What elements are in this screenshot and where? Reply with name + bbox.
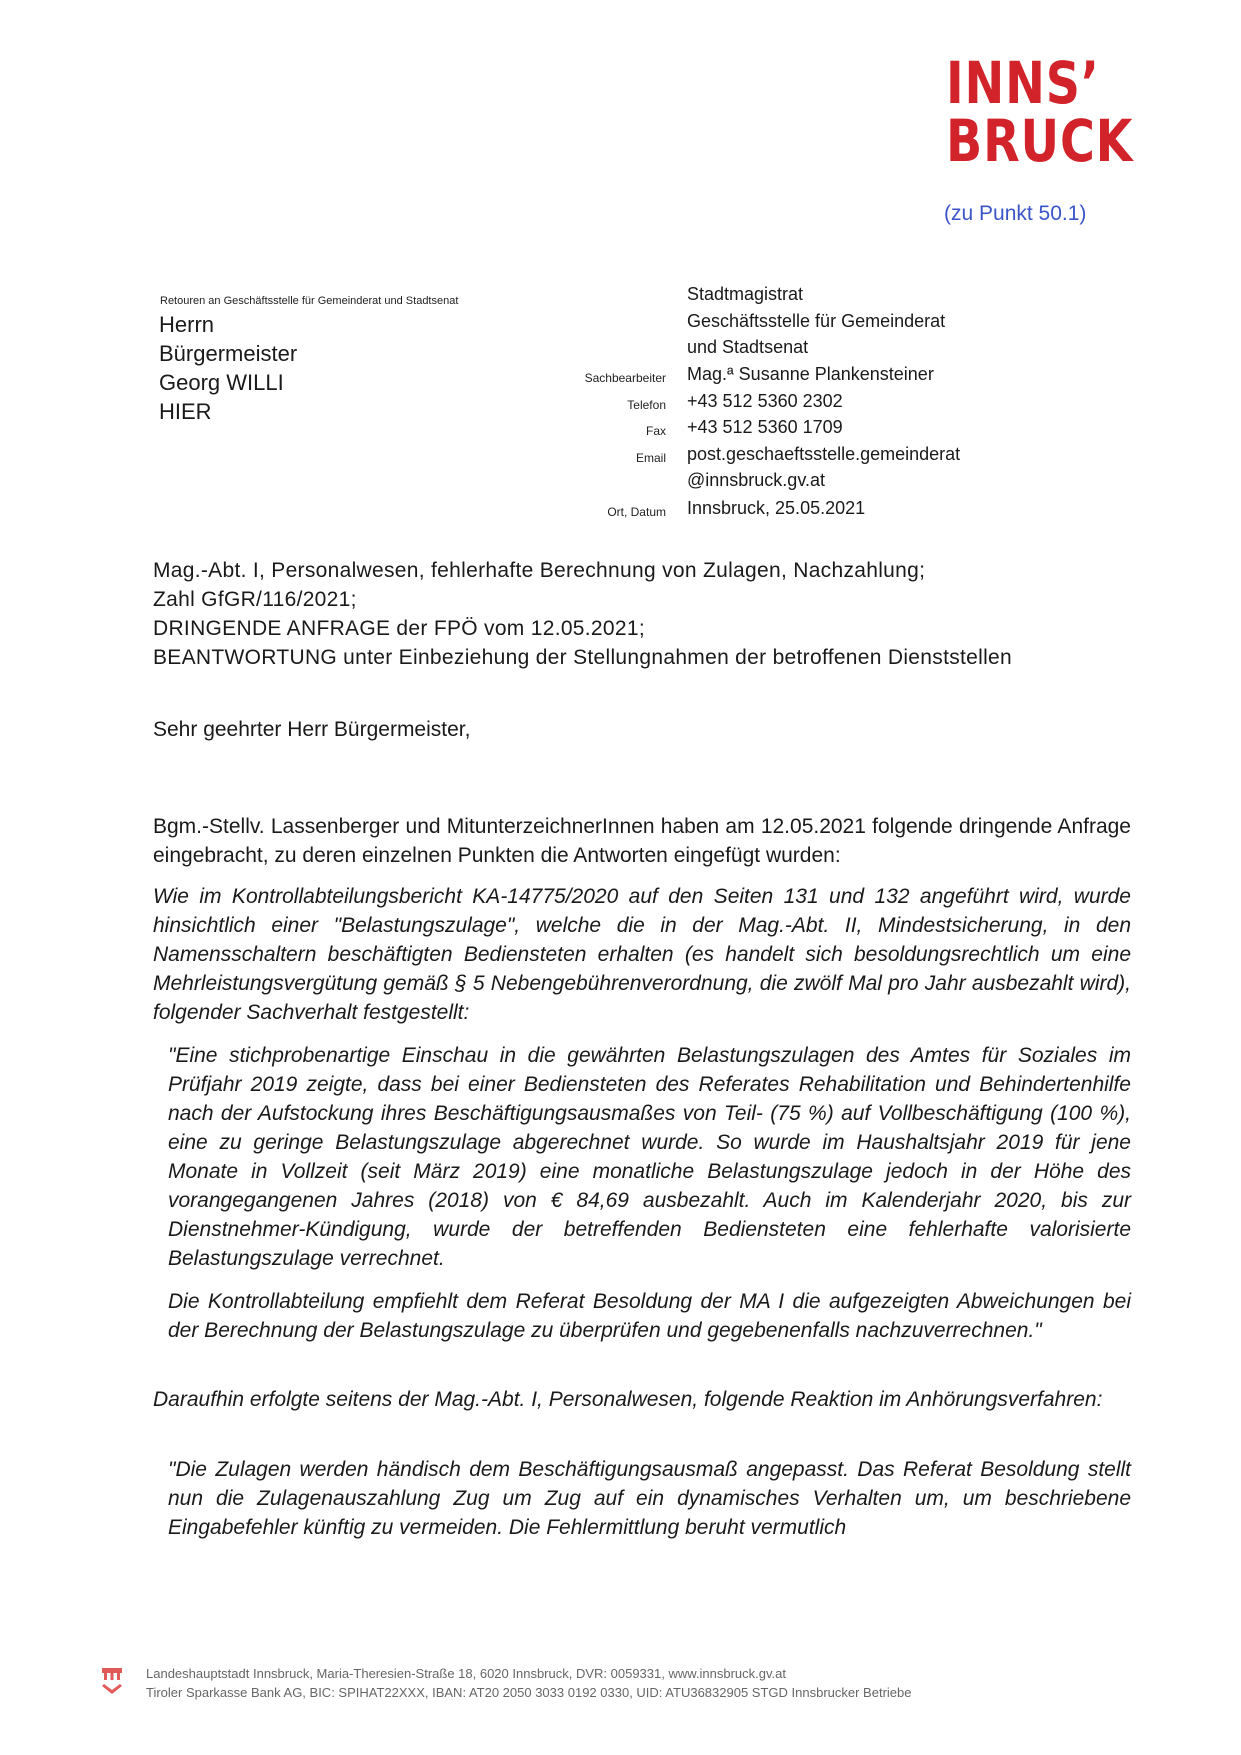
quote-paragraph-2: Die Kontrollabteilung empfiehlt dem Referat Besoldung der MA I die aufgezeigten Abweichungen bei der Berechnung der Belastungszulage zu überprüfen und gegebenenfalls nachzuverrechnen." [168, 1290, 1131, 1342]
reaction-paragraph: Daraufhin erfolgte seitens der Mag.-Abt. I, Personalwesen, folgende Reaktion im Anhörungsverfahren: [153, 1388, 1103, 1411]
fax-label: Fax [645, 424, 666, 438]
footer-line-2: Tiroler Sparkasse Bank AG, BIC: SPIHAT22XXX, IBAN: AT20 2050 3033 0192 0330, UID: ATU36832905 STGD Innsbrucker Betriebe [146, 1685, 912, 1700]
recipient-line: Bürgermeister [159, 341, 298, 366]
subject-line: Zahl GfGR/116/2021; [153, 588, 357, 611]
ort-datum-value: Innsbruck, 25.05.2021 [687, 498, 866, 518]
salutation: Sehr geehrter Herr Bürgermeister, [153, 718, 471, 741]
subject-line: BEANTWORTUNG unter Einbeziehung der Stellungnahmen der betroffenen Dienststellen [153, 646, 1013, 669]
footer-line-1: Landeshauptstadt Innsbruck, Maria-Theresien-Straße 18, 6020 Innsbruck, DVR: 0059331, www.innsbruck.gv.at [146, 1666, 786, 1681]
email-value-line1: post.geschaeftsstelle.gemeinderat [687, 444, 961, 464]
ort-datum-label: Ort, Datum [607, 505, 666, 519]
email-value-line2: @innsbruck.gv.at [687, 470, 825, 490]
recipient-line: Herrn [159, 312, 215, 337]
sender-office-line: Stadtmagistrat [687, 284, 804, 304]
city-emblem-icon [100, 1666, 124, 1700]
logo-line-2: BRUCK [946, 107, 1134, 175]
quote-paragraph-3: "Die Zulagen werden händisch dem Beschäftigungsausmaß angepasst. Das Referat Besoldung stellt nun die Zulagenauszahlung Zug um Zug auf ein dynamisches Verhalten um, um beschriebene Eingabefehler künftig zu vermeiden. Die Fehlermittlung beruht vermutlich [168, 1458, 1131, 1539]
agenda-point-note: (zu Punkt 50.1) [944, 202, 1087, 225]
fax-value: +43 512 5360 1709 [687, 417, 843, 437]
recipient-address [159, 310, 297, 426]
question-paragraph: Wie im Kontrollabteilungsbericht KA-14775/2020 auf den Seiten 131 und 132 angeführt wird, wurde hinsichtlich einer "Belastungszulage", welche die in der Mag.-Abt. II, Mindestsicherung, in den Namensschaltern beschäftigten Bediensteten erhalten (es handelt sich besoldungsrechtlich um eine Mehrleistungsvergütung gemäß § 5 Nebengebührenverordnung, die zwölf Mal pro Jahr ausbezahlt wird), folgender Sachverhalt festgestellt: [153, 885, 1131, 1024]
sender-office-line: und Stadtsenat [687, 337, 809, 357]
recipient-line: HIER [159, 399, 212, 424]
sachbearbeiter-label: Sachbearbeiter [584, 371, 666, 385]
footer [146, 1664, 911, 1702]
innsbruck-logo [946, 49, 1147, 175]
subject-block [153, 556, 1012, 672]
sender-office-line: Geschäftsstelle für Gemeinderat [687, 311, 946, 331]
quote-paragraph-1: "Eine stichprobenartige Einschau in die gewährten Belastungszulagen des Amtes für Soziales im Prüfjahr 2019 zeigte, dass bei einer Bediensteten des Referates Rehabilitation und Behindertenhilfe nach der Aufstockung ihres Beschäftigungsausmaßes von Teil- (75 %) auf Vollbeschäftigung (100 %), eine zu geringe Belastungszulage abgerechnet wurde. So wurde im Haushaltsjahr 2019 für jene Monate in Vollzeit (seit März 2019) eine monatliche Belastungszulage jedoch in der Höhe des vorangegangenen Jahres (2018) von € 84,69 ausbezahlt. Auch im Kalenderjahr 2020, bis zur Dienstnehmer-Kündigung, wurde der betreffenden Bediensteten eine fehlerhafte valorisierte Belastungszulage verrechnet. [168, 1044, 1131, 1270]
email-label: Email [635, 451, 666, 465]
return-address: Retouren an Geschäftsstelle für Gemeinderat und Stadtsenat [160, 295, 459, 307]
intro-paragraph: Bgm.-Stellv. Lassenberger und MitunterzeichnerInnen haben am 12.05.2021 folgende dringende Anfrage eingebracht, zu deren einzelnen Punkten die Antworten eingefügt wurden: [153, 815, 1131, 867]
sachbearbeiter-value: Mag.ª Susanne Plankensteiner [687, 364, 934, 384]
telefon-value: +43 512 5360 2302 [687, 391, 843, 411]
subject-line: Mag.-Abt. I, Personalwesen, fehlerhafte Berechnung von Zulagen, Nachzahlung; [153, 559, 926, 582]
telefon-label: Telefon [627, 398, 666, 412]
logo-line-1: INNS’ [946, 49, 1100, 117]
subject-line: DRINGENDE ANFRAGE der FPÖ vom 12.05.2021; [153, 617, 645, 640]
recipient-line: Georg WILLI [159, 370, 284, 395]
